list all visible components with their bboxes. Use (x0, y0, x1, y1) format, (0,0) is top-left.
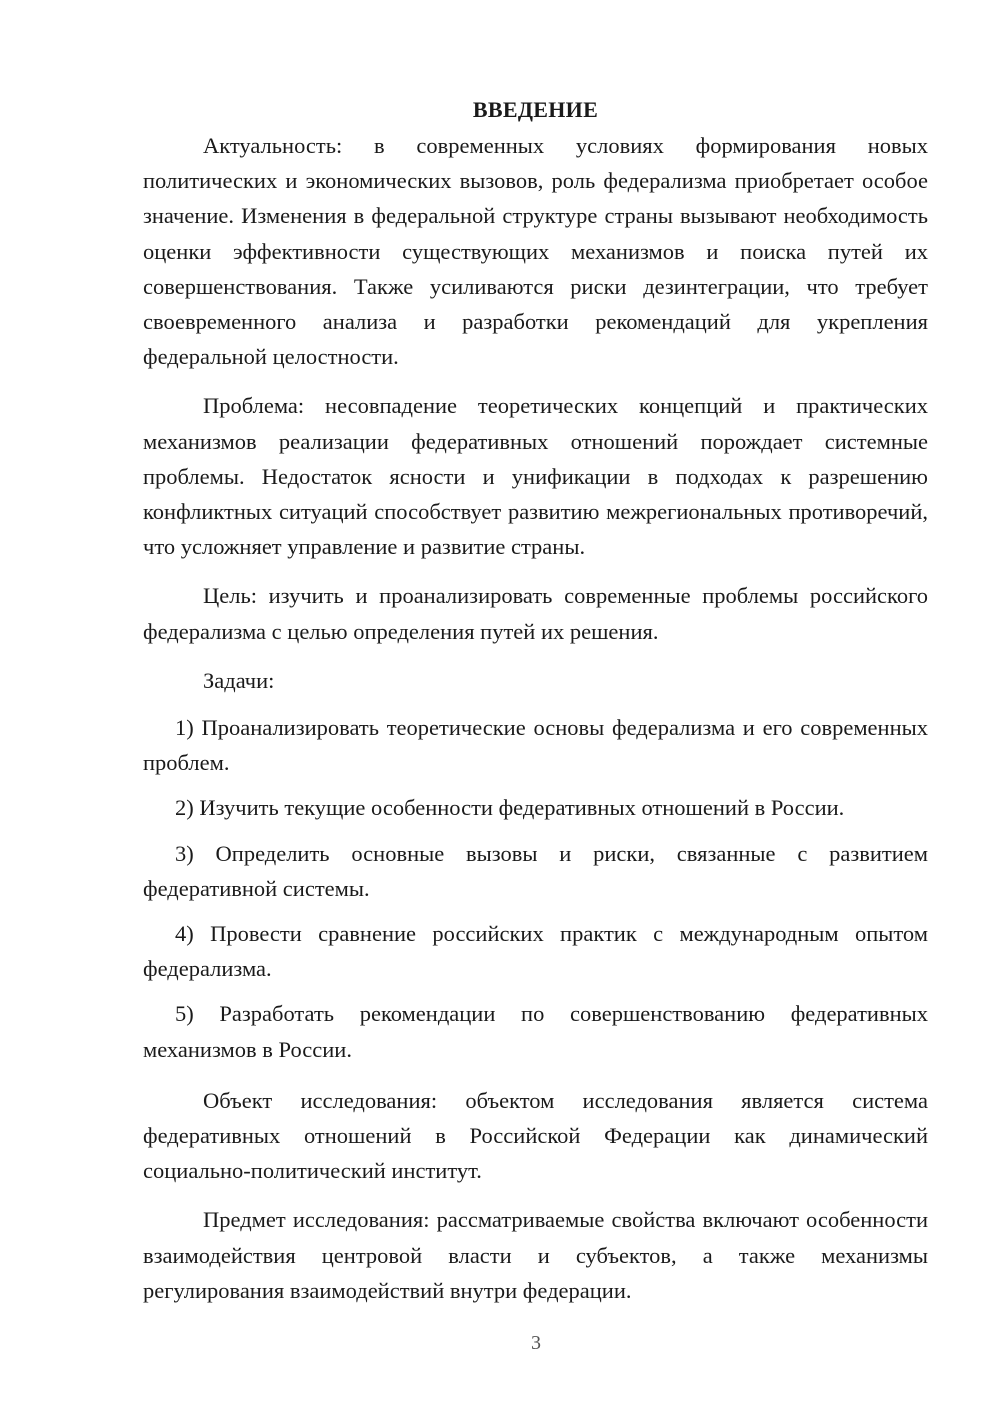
page-number: 3 (531, 1332, 541, 1354)
task-item: 1) Проанализировать теоретические основы федерализма и его современных проблем. (143, 715, 928, 776)
task-item: 5) Разработать рекомендации по совершенствованию федеративных механизмов в России. (143, 1001, 928, 1062)
paragraph-problem: Проблема: несовпадение теоретических концепций и практических механизмов реализации федеративных отношений порождает системные проблемы. Недостаток ясности и унификации в подходах к разрешению конфликтных ситуаций способствует развитию межрегиональных противоречий, что усложняет управление и развитие страны. (143, 393, 928, 560)
section-heading: ВВЕДЕНИЕ (472, 97, 599, 122)
document-page (143, 92, 928, 1322)
tasks-label: Задачи: (203, 667, 275, 693)
paragraph-relevance: Актуальность: в современных условиях формирования новых политических и экономических вызовов, роль федерализма приобретает особое значение. Изменения в федеральной структуре страны вызывают необходимость оценки эффективности существующих механизмов и поиска путей их совершенствования. Также усиливаются риски дезинтеграции, что требует своевременного анализа и разработки рекомендаций для укрепления федеральной целостности. (143, 133, 928, 370)
paragraph-object: Объект исследования: объектом исследования является система федеративных отношений в Российской Федерации как динамический социально-политический институт. (143, 1087, 928, 1184)
paragraph-subject: Предмет исследования: рассматриваемые свойства включают особенности взаимодействия центровой власти и субъектов, а также механизмы регулирования взаимодействий внутри федерации. (143, 1207, 928, 1303)
paragraph-goal: Цель: изучить и проанализировать современные проблемы российского федерализма с целью определения путей их решения. (143, 583, 928, 644)
task-item: 4) Провести сравнение российских практик с международным опытом федерализма. (143, 921, 928, 982)
task-item: 2) Изучить текущие особенности федеративных отношений в России. (175, 795, 845, 821)
task-item: 3) Определить основные вызовы и риски, связанные с развитием федеративной системы. (143, 840, 928, 901)
tasks-list (143, 710, 928, 1067)
